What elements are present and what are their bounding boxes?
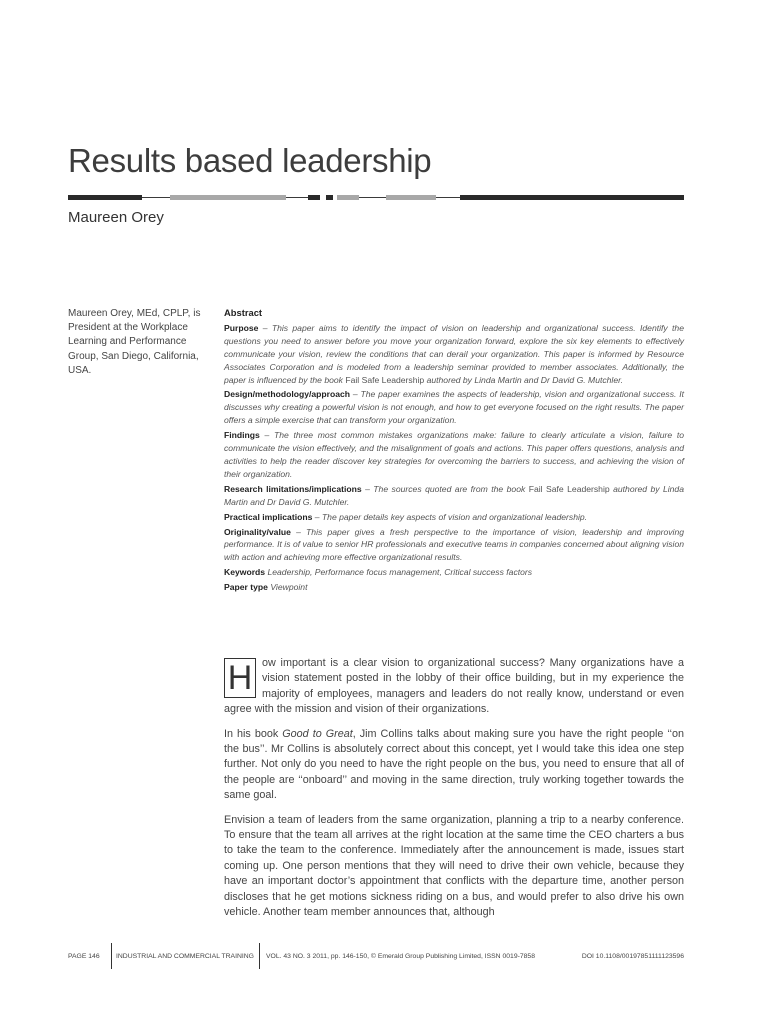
abstract-label: Paper type bbox=[224, 582, 268, 593]
abstract-sections bbox=[224, 322, 684, 594]
body-paragraph bbox=[224, 727, 684, 804]
footer-doi: DOI 10.1108/00197851111123596 bbox=[581, 953, 684, 960]
author-name: Maureen Orey bbox=[68, 209, 164, 226]
rule-segment bbox=[386, 195, 436, 200]
rule-segment bbox=[170, 195, 286, 200]
abstract-label: Practical implications bbox=[224, 511, 313, 522]
abstract-text: This paper aims to identify the impact of vision on leadership and organizational success. Identify the questions you need to answer before you move your organization forward, explore the six key elements to effectively communicate your vision, review the conditions that can derail your organization. This paper is informed by Resource Associates Corporation and is modeled from a leadership seminar provided to member associates. Additionally, the paper is influenced by the book bbox=[224, 322, 684, 385]
drop-cap: H bbox=[224, 658, 256, 698]
abstract-separator: – bbox=[290, 526, 307, 537]
footer-divider bbox=[111, 943, 112, 969]
abstract-text: authored by Linda Martin and Dr David G. Mutchler. bbox=[224, 483, 684, 507]
abstract-section bbox=[224, 483, 684, 509]
abstract-text: The paper examines the aspects of leadership, vision and organizational success. It discusses why creating a powerful vision is not enough, and how to get everyone focused on the right results. The paper offers a simple exercise that can transform your organization. bbox=[224, 389, 684, 426]
abstract-section bbox=[224, 511, 684, 524]
abstract-text: The paper details key aspects of vision and organizational leadership. bbox=[321, 511, 588, 522]
article-title: Results based leadership bbox=[68, 142, 432, 179]
rule-segment bbox=[359, 197, 386, 198]
abstract-separator: – bbox=[258, 322, 272, 333]
abstract-label: Findings bbox=[224, 430, 260, 441]
footer-divider bbox=[259, 943, 260, 969]
footer-volume: VOL. 43 NO. 3 2011, pp. 146-150, © Emerald Group Publishing Limited, ISSN 0019-7858 bbox=[266, 953, 535, 960]
rule-segment bbox=[142, 197, 170, 198]
abstract-label: Purpose bbox=[224, 322, 259, 333]
rule-segment bbox=[460, 195, 684, 200]
abstract-text: Leadership, Performance focus management, Critical success factors bbox=[267, 567, 533, 578]
footer-page: PAGE 146 bbox=[68, 953, 100, 960]
abstract-section bbox=[224, 429, 684, 481]
rule-segment bbox=[286, 197, 308, 198]
rule-segment bbox=[68, 195, 142, 200]
abstract-section bbox=[224, 566, 684, 579]
rule-segment bbox=[308, 195, 320, 200]
paragraph-text: ow important is a clear vision to organizational success? Many organizations have a vision statement posted in the lobby of their office building, but in my experience the majority of employees, managers and leaders do not really know, understand or even agree with the mission and vision of their organizations. bbox=[224, 657, 684, 716]
body-paragraph bbox=[224, 656, 684, 718]
abstract-text: This paper gives a fresh perspective to the importance of vision, leadership and improving performance. It is of value to senior HR professionals and executive teams in companies concerned about aligning vision with action and achieving more effective organizational results. bbox=[224, 526, 685, 563]
abstract-separator: – bbox=[259, 430, 274, 441]
abstract-text: The three most common mistakes organizations make: failure to clearly articulate a vision, failure to communicate the vision effectively, and the misalignment of goals and actions. This paper offers questions, analysis and activities to help the reader discover key strategies for overcoming the barriers to success, and achieving the vision of their organization. bbox=[224, 430, 684, 479]
abstract-text: authored by Linda Martin and Dr David G. Mutchler. bbox=[424, 374, 624, 385]
abstract-section bbox=[224, 322, 684, 387]
paragraph-text: , Jim Collins talks about making sure you have the right people ‘‘on the bus’’. Mr Collins is absolutely correct about this concept, yet I would take this idea one step further. Not only do you need to have the right people on the bus, you need to ensure that all of the people are ‘‘onboard’’ and moving in the same direction, truly working together towards the same goal. bbox=[224, 727, 684, 802]
abstract-label: Design/methodology/approach bbox=[224, 389, 351, 400]
abstract-separator: – bbox=[350, 389, 361, 400]
abstract-separator: – bbox=[312, 511, 322, 522]
abstract-label: Originality/value bbox=[224, 526, 291, 537]
article-body bbox=[224, 656, 684, 930]
abstract-section bbox=[224, 526, 684, 565]
body-paragraph: Envision a team of leaders from the same organization, planning a trip to a nearby conference. To ensure that the team all arrives at the right location at the same time the CEO charters a bus to take the team to the conference. Immediately after the announcement is made, issues start coming up. One person mentions that they will need to drive their own vehicle, because they have an important doctor’s appointment that conflicts with the departure time, another person discloses that he get motions sickness riding on a bus, and would prefer to also drive his own vehicle. Another team member announces that, although bbox=[224, 813, 684, 919]
book-title: Good to Great bbox=[282, 727, 353, 740]
abstract-section bbox=[224, 581, 684, 594]
abstract bbox=[224, 307, 684, 596]
rule-segment bbox=[326, 195, 333, 200]
abstract-text: Viewpoint bbox=[270, 582, 308, 593]
paragraph-text: In his book bbox=[224, 727, 283, 740]
abstract-text: The sources quoted are from the book bbox=[373, 483, 529, 494]
abstract-book-title: Fail Safe Leadership bbox=[528, 483, 610, 494]
title-rule bbox=[68, 195, 684, 201]
rule-segment bbox=[337, 195, 359, 200]
abstract-heading: Abstract bbox=[224, 307, 263, 318]
rule-segment bbox=[436, 197, 460, 198]
abstract-separator: – bbox=[361, 483, 374, 494]
footer-journal: INDUSTRIAL AND COMMERCIAL TRAINING bbox=[116, 953, 254, 960]
author-bio: Maureen Orey, MEd, CPLP, is President at the Workplace Learning and Performance Group, San Diego, California, USA. bbox=[68, 308, 201, 376]
abstract-label: Keywords bbox=[224, 567, 266, 578]
abstract-book-title: Fail Safe Leadership bbox=[345, 374, 425, 385]
abstract-label: Research limitations/implications bbox=[224, 483, 362, 494]
page-footer bbox=[68, 949, 684, 969]
abstract-section bbox=[224, 388, 684, 427]
